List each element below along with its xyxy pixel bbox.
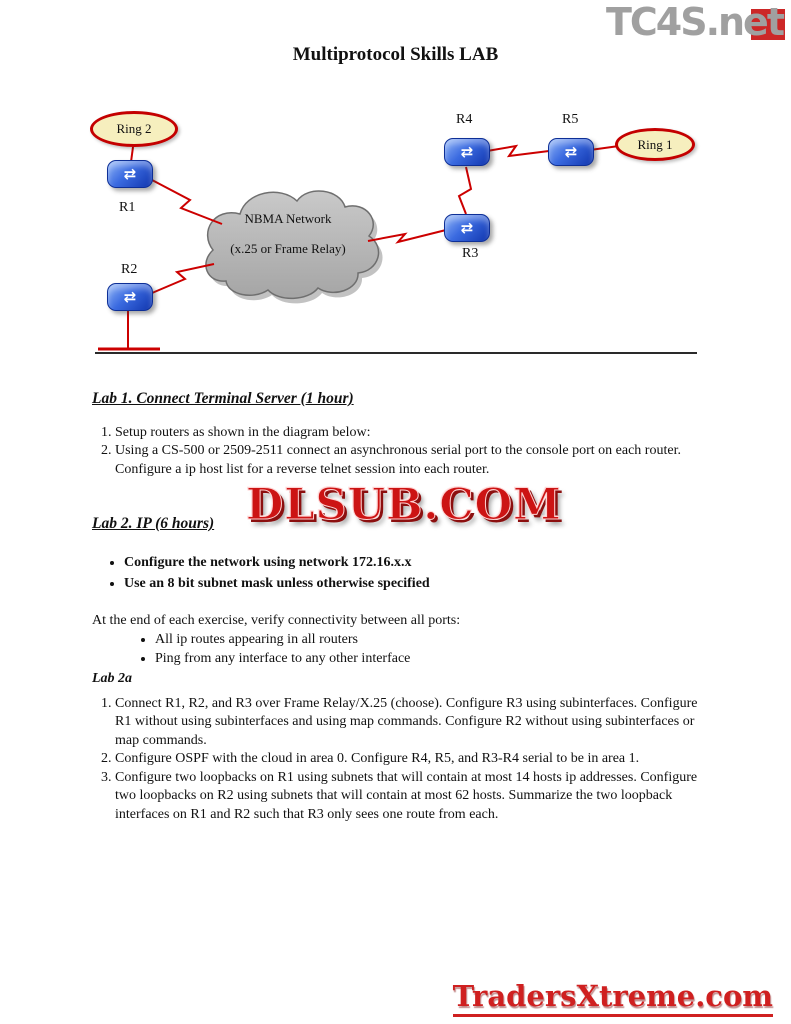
router-r2-icon <box>107 283 153 311</box>
list-item: • Ping from any interface to any other interface <box>155 650 706 669</box>
cloud-label-line2: (x.25 or Frame Relay) <box>230 241 346 256</box>
router-r3-icon <box>444 214 490 242</box>
list-item: 1. Setup routers as shown in the diagram below: <box>115 424 706 443</box>
lab2a-heading: Lab 2a <box>92 671 133 686</box>
center-watermark: DLSUB.COM <box>246 480 562 530</box>
router-r5-icon <box>548 138 594 166</box>
list-item: 2. Configure OSPF with the cloud in area 0. Configure R4, R5, and R3-R4 serial to be in area 1. <box>115 750 706 769</box>
site-logo <box>606 2 785 46</box>
lab1-heading: Lab 1. Connect Terminal Server (1 hour) <box>92 390 354 407</box>
list-item: 3. Configure two loopbacks on R1 using subnets that will contain at most 14 hosts ip addresses. Configure two loopbacks on R2 using subnets that will contain at most 62 hosts. Summarize the two loopback interfaces on R1 and R2 such that R3 only sees one route from each. <box>115 769 706 825</box>
document-body <box>92 390 706 824</box>
router-r3-label: R3 <box>462 246 479 261</box>
footer-watermark: TradersXtreme.com <box>453 982 773 1017</box>
logo-text: TC4S.net <box>605 0 783 44</box>
lab1-list <box>92 424 706 480</box>
list-item: 1. Connect R1, R2, and R3 over Frame Relay/X.25 (choose). Configure R3 using subinterfaces. Configure R1 without using subinterfaces and using map commands. Configure R2 without using subinterfaces or map commands. <box>115 695 706 751</box>
lab2a-list <box>92 695 706 825</box>
ring1-node <box>615 128 695 161</box>
router-r5-label: R5 <box>562 112 579 127</box>
router-arrows-icon: ⇄ <box>460 142 474 161</box>
list-item: 2. Using a CS-500 or 2509-2511 connect an asynchronous serial port to the console port on each router. Configure a ip host list for a reverse telnet session into each router. <box>115 442 706 479</box>
verify-intro: At the end of each exercise, verify connectivity between all ports: <box>92 612 461 628</box>
router-r4-icon <box>444 138 490 166</box>
router-arrows-icon: ⇄ <box>123 287 137 306</box>
list-item: • Use an 8 bit subnet mask unless otherwise specified <box>124 575 706 594</box>
link-r4-r5 <box>487 146 549 156</box>
lab2-requirements-list <box>92 554 706 594</box>
ring1-label: Ring 1 <box>637 136 673 152</box>
router-r2-label: R2 <box>121 262 138 277</box>
link-r3-r4 <box>459 167 471 214</box>
router-arrows-icon: ⇄ <box>123 164 137 183</box>
page-title: Multiprotocol Skills LAB <box>292 44 499 65</box>
router-r1-icon <box>107 160 153 188</box>
list-item: • All ip routes appearing in all routers <box>155 631 706 650</box>
router-arrows-icon: ⇄ <box>460 218 474 237</box>
ring2-node <box>90 111 178 147</box>
cloud-label-line1: NBMA Network <box>244 211 332 226</box>
router-r1-label: R1 <box>119 200 136 215</box>
router-r4-label: R4 <box>456 112 473 127</box>
link-cloud-r3 <box>368 230 446 242</box>
lab2-heading: Lab 2. IP (6 hours) <box>92 515 215 532</box>
list-item: • Configure the network using network 172.16.x.x <box>124 554 706 573</box>
router-arrows-icon: ⇄ <box>564 142 578 161</box>
ring2-label: Ring 2 <box>116 121 152 136</box>
link-r2-cloud <box>152 264 214 293</box>
verify-list <box>92 631 706 668</box>
